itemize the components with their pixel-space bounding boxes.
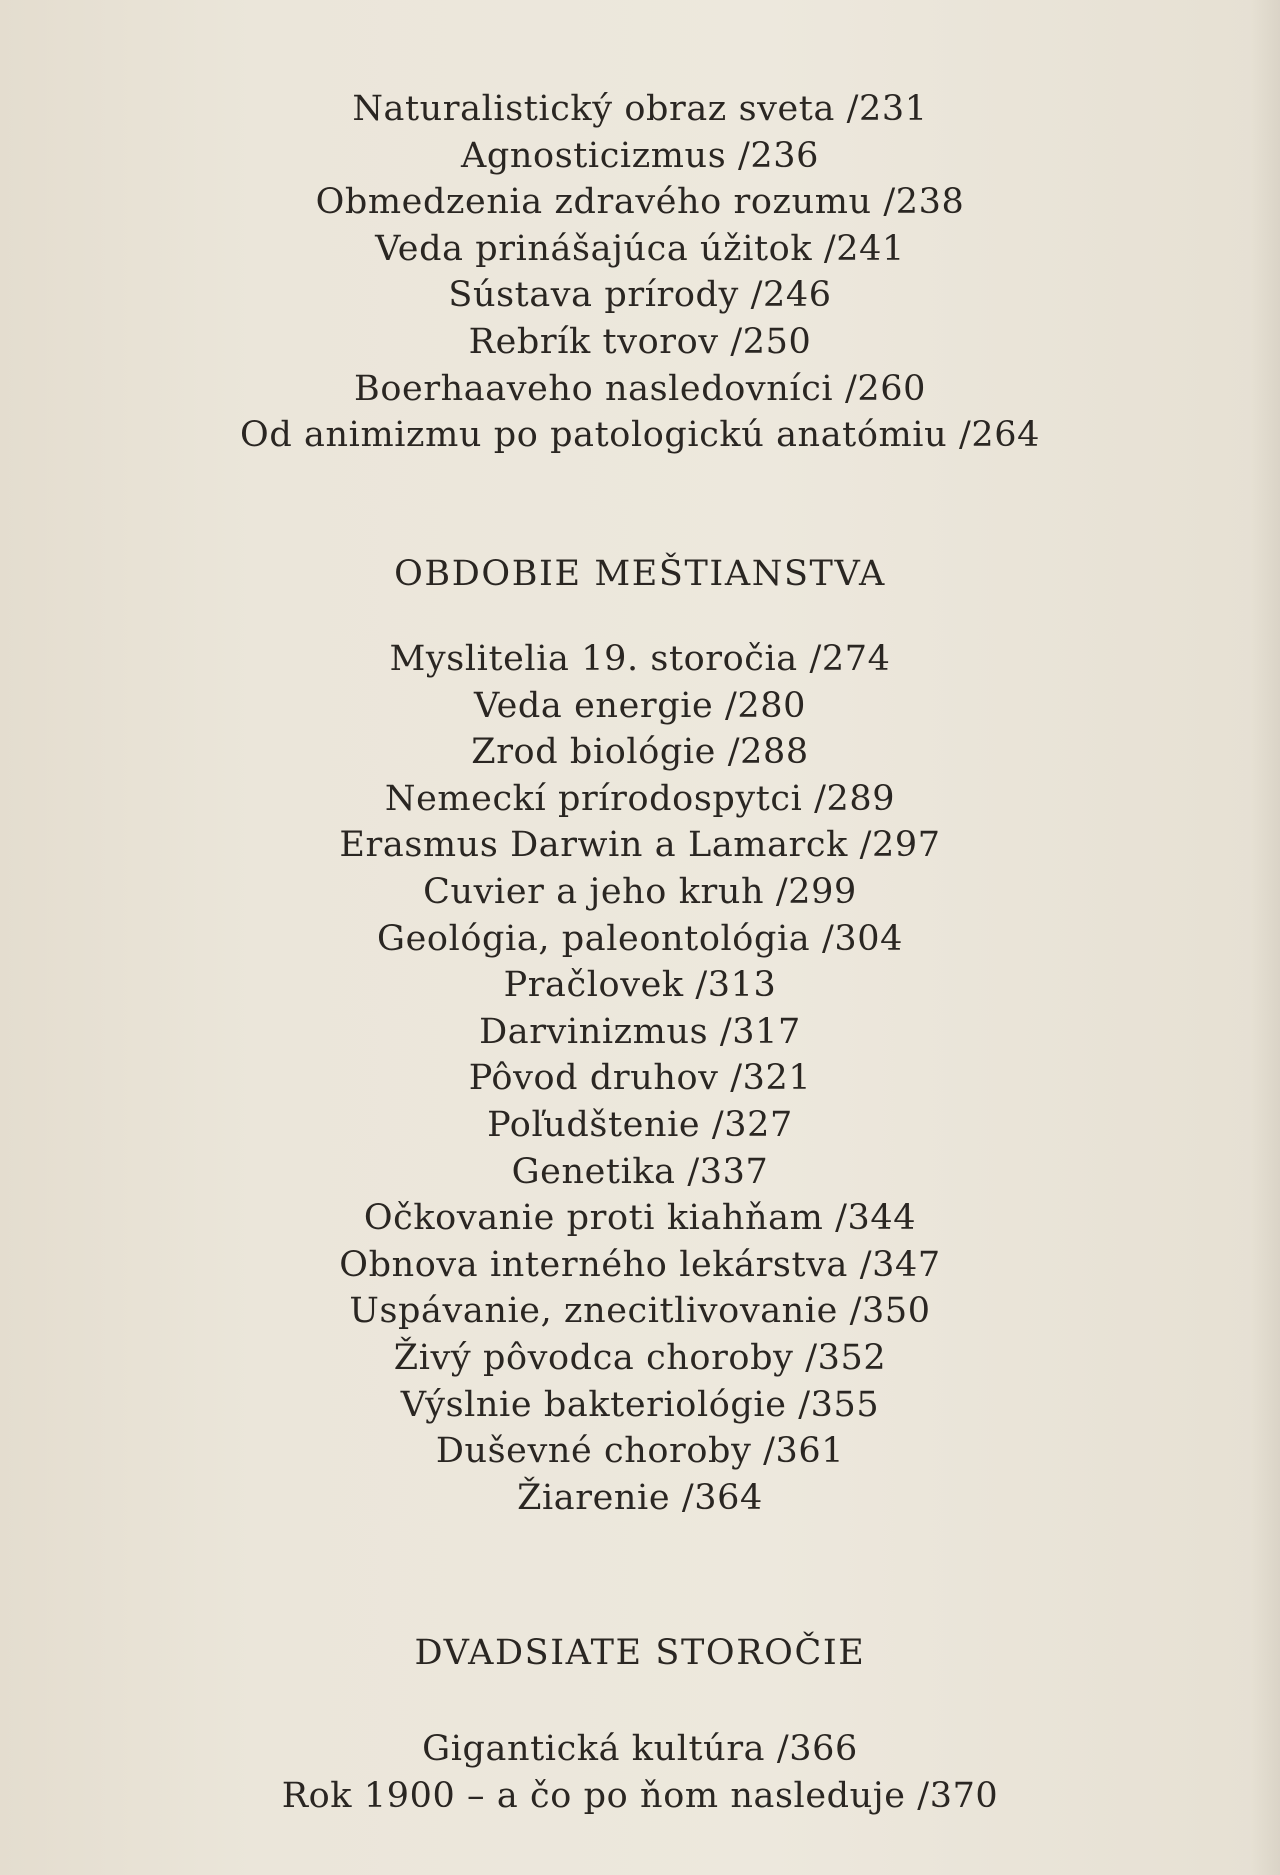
- toc-entry: Genetika /337: [511, 1151, 769, 1192]
- toc-entry: Sústava prírody /246: [448, 275, 832, 316]
- toc-entry: Obnova interného lekárstva /347: [339, 1244, 941, 1285]
- toc-section-1: [0, 86, 1280, 459]
- toc-entry: Rok 1900 – a čo po ňom nasleduje /370: [281, 1775, 999, 1816]
- section-heading-obdobie-mestianstva: OBDOBIE MEŠTIANSTVA: [394, 554, 886, 594]
- toc-section-2: [0, 636, 1280, 1521]
- toc-section-3: [0, 1726, 1280, 1819]
- page-edge-shadow: [1250, 0, 1280, 1875]
- toc-entry: Rebrík tvorov /250: [468, 321, 812, 362]
- toc-entry: Poľudštenie /327: [487, 1104, 793, 1145]
- toc-entry: Obmedzenia zdravého rozumu /238: [315, 182, 965, 223]
- toc-entry: Živý pôvodca choroby /352: [393, 1337, 887, 1378]
- toc-entry: Gigantická kultúra /366: [422, 1729, 858, 1769]
- toc-entry: Výslnie bakteriológie /355: [400, 1384, 880, 1425]
- toc-entry: Veda energie /280: [473, 685, 807, 726]
- toc-entry: Agnosticizmus /236: [461, 135, 819, 176]
- toc-entry: Uspávanie, znecitlivovanie /350: [349, 1291, 931, 1332]
- toc-entry: Pračlovek /313: [503, 965, 777, 1006]
- toc-entry: Od animizmu po patologickú anatómiu /264: [240, 415, 1040, 456]
- toc-entry: Erasmus Darwin a Lamarck /297: [339, 825, 941, 866]
- toc-entry: Očkovanie proti kiahňam /344: [363, 1198, 917, 1239]
- toc-entry: Pôvod druhov /321: [468, 1058, 812, 1099]
- toc-entry: Nemeckí prírodospytci /289: [384, 778, 896, 819]
- toc-entry: Geológia, paleontológia /304: [377, 918, 903, 959]
- toc-entry: Veda prinášajúca úžitok /241: [375, 228, 905, 269]
- toc-entry: Darvinizmus /317: [479, 1011, 801, 1052]
- toc-entry: Myslitelia 19. storočia /274: [389, 639, 891, 679]
- toc-entry: Cuvier a jeho kruh /299: [423, 871, 857, 912]
- toc-entry: Naturalistický obraz sveta /231: [352, 89, 928, 129]
- toc-entry: Žiarenie /364: [517, 1477, 763, 1518]
- section-heading-dvadsiate-storocie: DVADSIATE STOROČIE: [414, 1633, 866, 1673]
- toc-entry: Duševné choroby /361: [435, 1431, 845, 1472]
- toc-entry: Zrod biológie /288: [471, 732, 809, 773]
- toc-entry: Boerhaaveho nasledovníci /260: [354, 368, 926, 409]
